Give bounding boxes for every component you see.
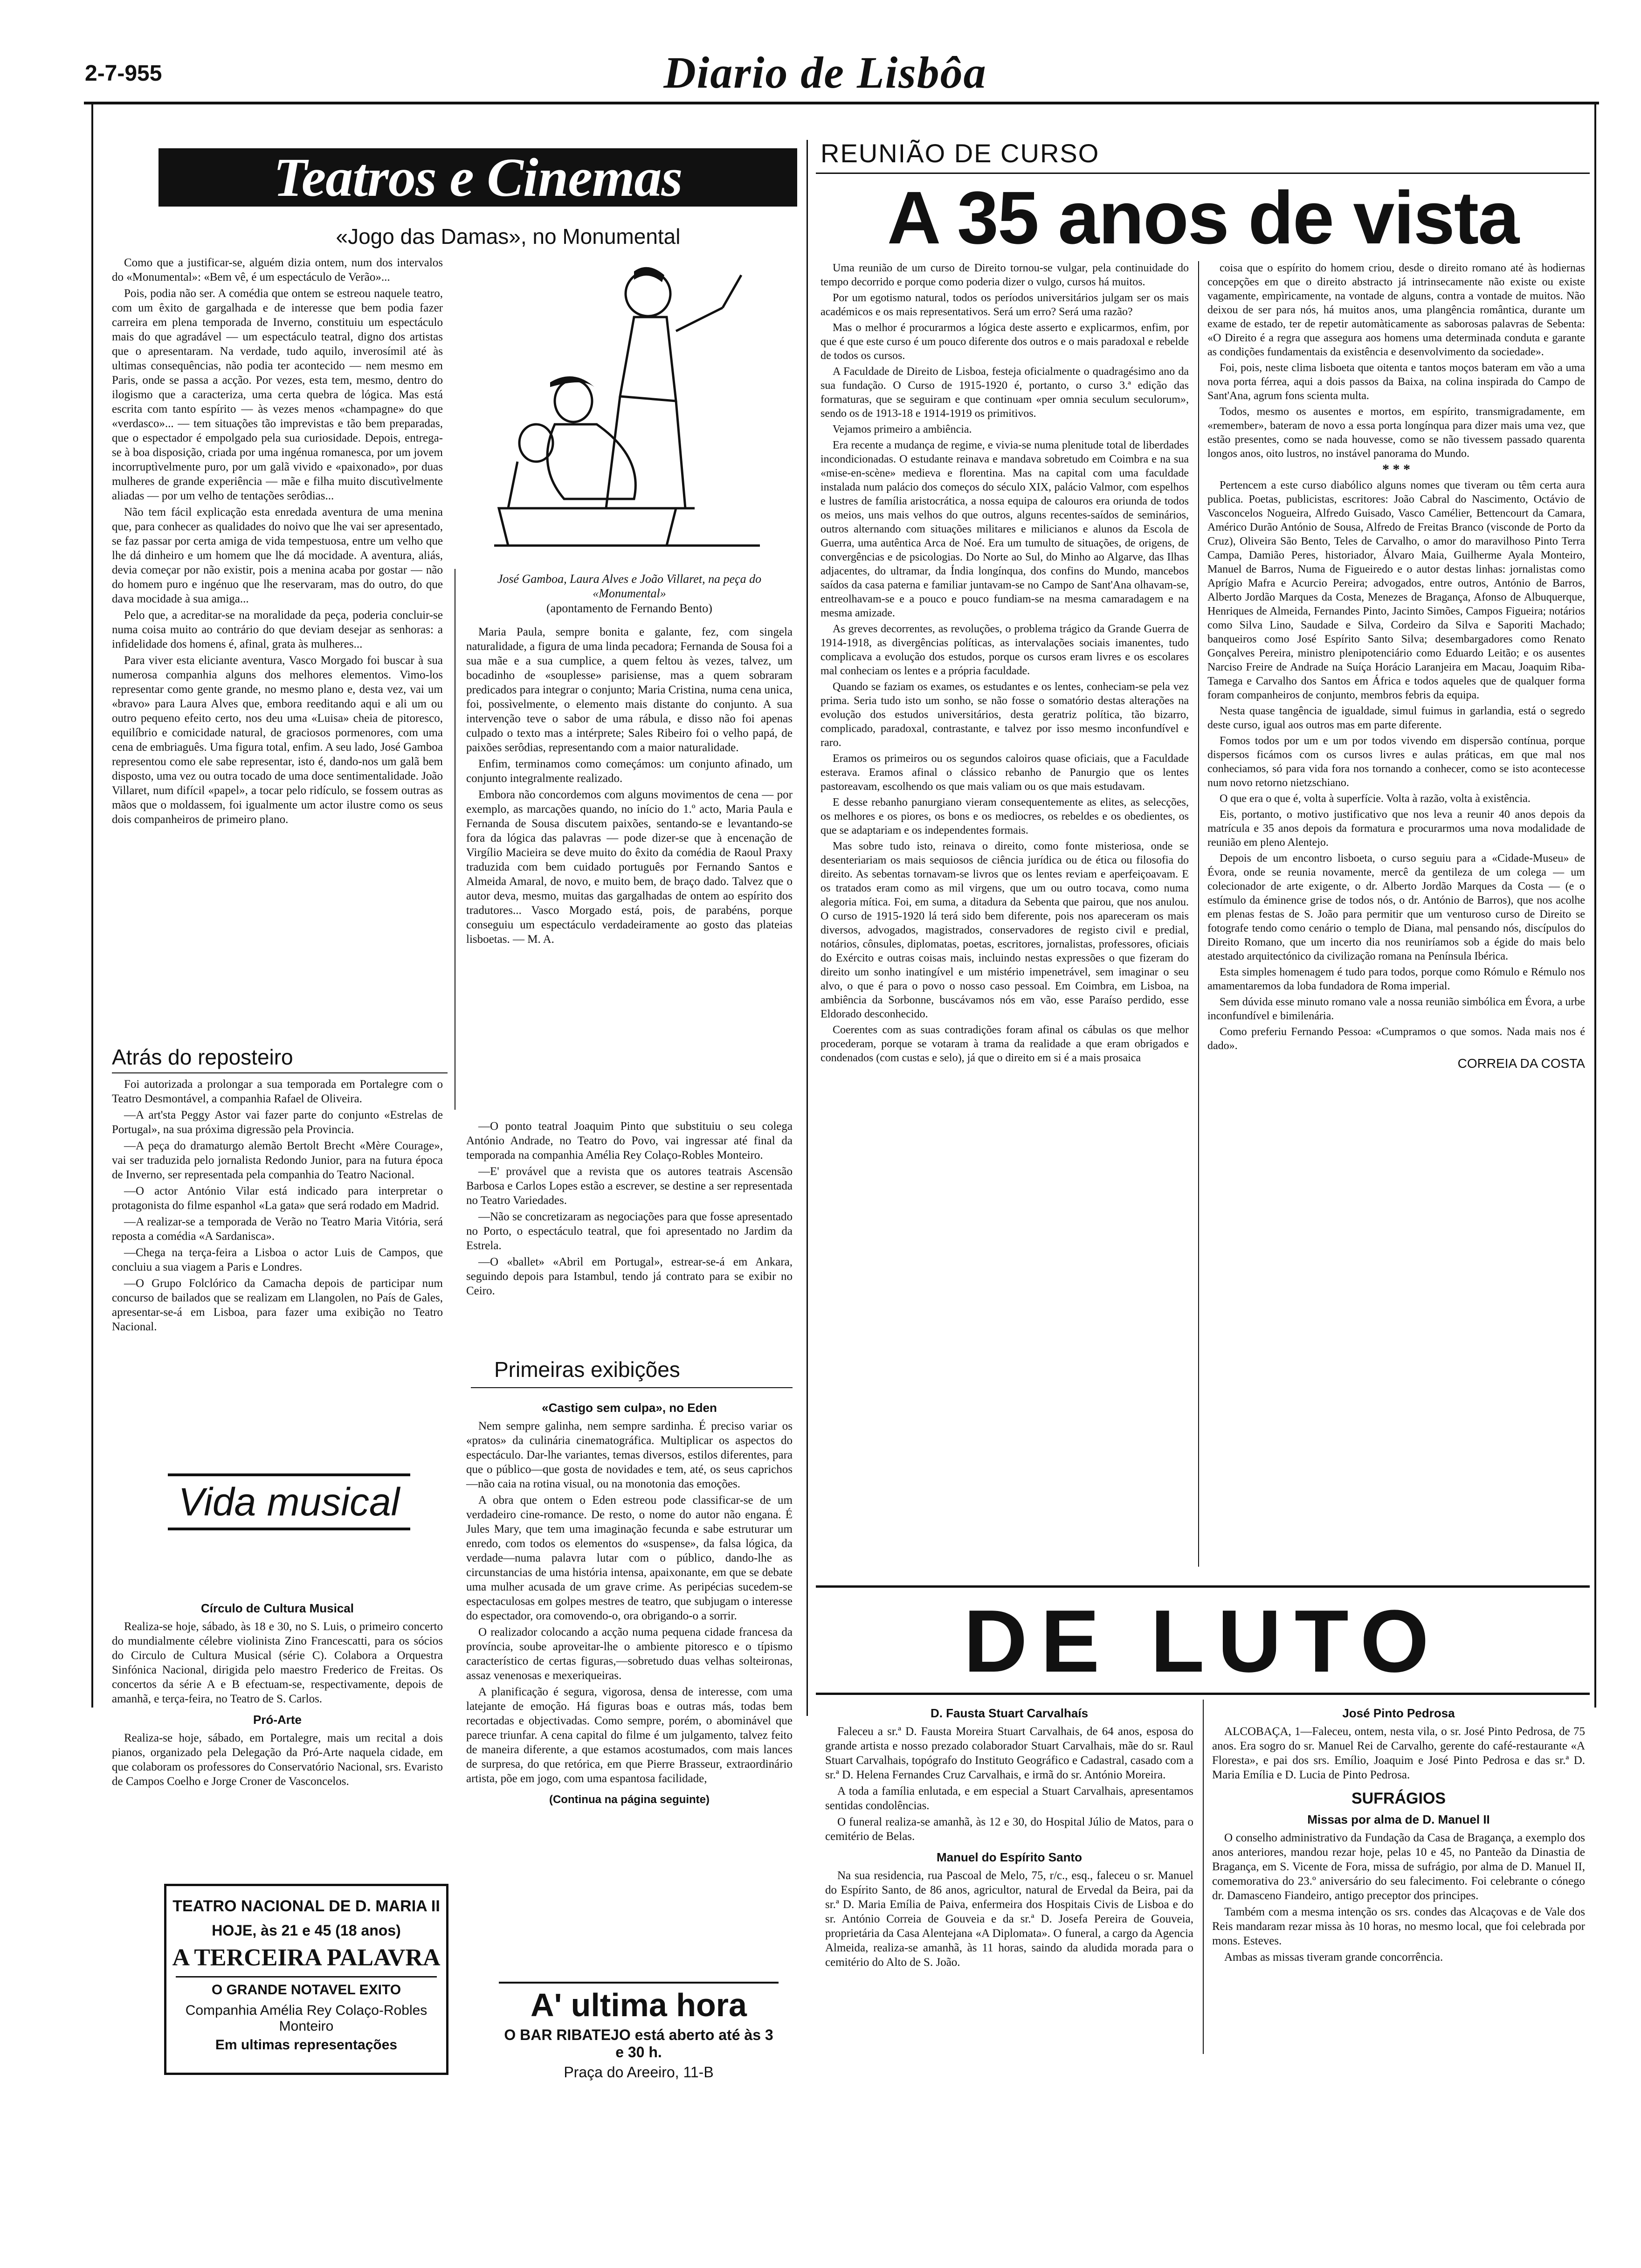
reunion-paragraph: Foi, pois, neste clima lisboeta que oitenta e tantos moços bateram em vão a uma nova porta férrea, aqui a dois passos da Baixa, na colina inspirada do Campo de Sant'Ana, agrum fons scienta multa. bbox=[1207, 362, 1585, 402]
music-title: Vida musical bbox=[168, 1473, 410, 1530]
reunion-paragraph: Era recente a mudança de regime, e vivia-se numa plenitude total de liberdades incondicionadas. O estudante reinava e mandava sobretudo em Coimbra e na sua «mise-en-scène» medieva e florentina. Mas na capital com uma faculdade instalada num palácio dos começos do século XIX, palácio Valmor, com espelhos e lustres de família aristocrática, a nossa equipa de calouros era oriunda de todos os meios, uns mais velhos do que outros, alguns recentes-saídos de seminários, outros alternando com situações militares e milicianos e alunos da Escola de Guerra, uma autêntica Arca de Noé. Era um tumulto de situações, de origens, de convergências e de psicologias. Do Norte ao Sul, do Minho ao Algarve, das Ilhas adjacentes, do ultramar, da Índia longínqua, dos confins do Mundo, mancebos saídos da casa paterna e familiar juntavam-se no Campo de Sant'Ana olhavam-se, entreolhavam-se e a pouco e pouco fundiam-se na mesma camaradagem e na mesma amizade. bbox=[820, 439, 1189, 619]
reunion-author: CORREIA DA COSTA bbox=[1457, 1056, 1585, 1071]
reposteiro-item: —Não se concretizaram as negociações para que fosse apresentado no Porto, o espectáculo teatral, que foi apresentado no Jardim da Estrela. bbox=[466, 1210, 793, 1252]
music-section bbox=[112, 1595, 443, 1791]
mourning-column-1 bbox=[825, 1700, 1193, 1971]
review-paragraph: Embora não concordemos com alguns movimentos de cena — por exemplo, as marcações quando, no início do 1.º acto, Maria Paula e Fernanda de Sousa discutem paixões, sentando-se e levantando-se fora da lógica das palavras — pode dizer-se que à encenação de Virgílio Macieira se deve muito do êxito da comédia de Raoul Praxy traduzida com bem cuidado português por Fernando Santos e Almeida Amaral, de novo, e muito bem, de braço dado. Talvez que o autor deva, mesmo, muitas das gargalhadas de ontem ao espírito dos tradutores... Vasco Morgado está, pois, de parabéns, porque conseguiu um espectáculo verdadeiramente ao gosto das plateias lisboetas. — M. A. bbox=[466, 788, 793, 946]
reposteiro-item: —Chega na terça-feira a Lisboa o actor Luis de Campos, que concluiu a sua viagem a Paris e Londres. bbox=[112, 1246, 443, 1273]
column-divider-main bbox=[807, 140, 808, 1716]
masthead-title: Diario de Lisbôa bbox=[663, 48, 987, 97]
reposteiro-item: —A art'sta Peggy Astor vai fazer parte do conjunto «Estrelas de Portugal», na sua próxima digressão pela Provincia. bbox=[112, 1109, 443, 1136]
reunion-paragraph: Fomos todos por um e um por todos vivendo em dispersão contínua, porque dispersos ficámos com os cursos livres e aulas práticas, em que mal nos conheciamos, só para vida fora nos tornando a conhecer, como se isto acontecesse num novo retorno nietzschiano. bbox=[1207, 735, 1585, 789]
reunion-paragraph: Todos, mesmo os ausentes e mortos, em espírito, transmigradamente, em «remember», bateram de novo a essa porta longínqua para dizer mais uma vez, que estão presentes, como se nada houvesse, como se não tivessem passado quarenta longos anos, oito lustros, no instável panorama do Mundo. bbox=[1207, 406, 1585, 460]
mourning-column-2 bbox=[1212, 1700, 1585, 1966]
premieres-paragraph: A planificação é segura, vigorosa, densa de interesse, com uma latejante de emoção. Há figuras boas e outras más, todas bem recortadas e objectivadas. Como sempre, porém, o abominável que parece triunfar. A cena capital do filme é um julgamento, talvez feito de maneira diferente, a que estamos acostumados, com mais lances de surpresa, do que retórica, em que Pierre Brasseur, extraordinário artista, põe em jogo, com uma espantosa facilidade, bbox=[466, 1686, 793, 1785]
reunion-paragraph: Coerentes com as suas contradições foram afinal os cábulas os que melhor procederam, porque se votaram à trama da realidade a que eram obrigados e condenados (com custas e selo), já que o direito em si é a mais prosaica bbox=[820, 1024, 1189, 1064]
reunion-paragraph: Pertencem a este curso diabólico alguns nomes que tiveram ou têm certa aura publica. Poetas, publicistas, escritores: João Cabral do Nascimento, Octávio de Vasconcelos Nogueira, Alfredo Guisado, Vasco Camélier, Bettencourt da Camara, Américo Durão António de Sousa, Alfredo de Freitas Branco (visconde de Porto da Cruz), Oliveira São Bento, Teles de Carvalho, o amor do maravilhoso Pinto Terra Campa, Damião Peres, historiador, Álvaro Maia, Guilherme Ayala Monteiro, Manuel de Barros, Numa de Figueiredo e o autor destas linhas: jornalistas como Aprígio Mafra e Acurcio Pereira; advogados, entre outros, António de Barros, Alberto Jordão Marques da Costa, Menezes de Bragança, Afonso de Albuquerque, Henriques de Almeida, Fernandes Pinto, Jacinto Simões, Campos Figueira; notários como Silva Lino, Saudade e Silva, Cordeiro da Silva e Saporiti Machado; banqueiros como José Espírito Santo Silva; desembargadores como Renato Gonçalves Pereira, ministro plenipotenciário como Eduardo Leitão; e os ausentes Narciso Freire de Andrade na Suíça Horácio Laranjeira em Macau, Joaquim Riba-Tamega e Carvalho dos Santos em África e todos aqueles que de qualquer forma foram companheiros de conjunto, membros febris da equipa. bbox=[1207, 479, 1585, 701]
music-subhead: Pró-Arte bbox=[253, 1713, 302, 1727]
music-paragraph: Realiza-se hoje, sábado, às 18 e 30, no S. Luis, o primeiro concerto do mundialmente célebre violinista Zino Francescatti, para os sócios do Circulo de Cultura Musical (série C). Colabora a Orquestra Sinfónica Nacional, dirigida pelo maestro Frederico de Freitas. Os concertos da série A e B efectuam-se, respectivamente, depois de amanhã, e terça-feira, no Teatro de S. Carlos. bbox=[112, 1620, 443, 1705]
reposteiro-item: —O Grupo Folclórico da Camacha depois de participar num concurso de bailados que se realizam em Llangolen, no País de Gales, apresentar-se-á em Lisboa, para fazer uma exibição no Teatro Nacional. bbox=[112, 1277, 443, 1333]
ad-divider bbox=[176, 1976, 437, 1978]
ultima-hora-ad bbox=[499, 1982, 779, 2081]
obituary-name: José Pinto Pedrosa bbox=[1342, 1706, 1455, 1720]
theatre-banner-text: Teatros e Cinemas bbox=[273, 148, 683, 207]
reposteiro-item: Foi autorizada a prolongar a sua temporada em Portalegre com o Teatro Desmontável, a companhia Rafael de Oliveira. bbox=[112, 1078, 443, 1105]
obituary-name: Manuel do Espírito Santo bbox=[936, 1850, 1082, 1864]
obituary-text: O funeral realiza-se amanhã, às 12 e 30, do Hospital Júlio de Matos, para o cemitério de Belas. bbox=[825, 1816, 1193, 1843]
reunion-paragraph: Como preferiu Fernando Pessoa: «Cumpramos o que somos. Nada mais nos é dado». bbox=[1207, 1026, 1585, 1052]
ultima-hora-address: Praça do Areeiro, 11-B bbox=[564, 2064, 714, 2081]
music-paragraph: Realiza-se hoje, sábado, em Portalegre, mais um recital a dois pianos, organizado pela Delegação da Pró-Arte naquela cidade, em que colaboram os professores do Conservatório Nacional, srs. Evaristo de Campos Coelho e Jorge Croner de Vasconcelos. bbox=[112, 1732, 443, 1788]
review-column-2 bbox=[466, 625, 793, 948]
review-paragraph: Para viver esta eliciante aventura, Vasco Morgado foi buscar à sua numerosa companhia alguns dos melhores elementos. Vimo-los representar como gente grande, no mesmo plano e, desta vez, vai um «bravo» para Laura Alves que, embora reeditando aqui e ali um ou outro pequeno efeito certo, nos deu uma «Luisa» cheia de pitoresco, equilíbrio e comicidade natural, de graciosos pormenores, com uma cena de embriaguês. Uma figura total, enfim. A seu lado, José Gamboa representou como ele sabe representar, isto é, dando-nos um galã bem disposto, uma vez ou outra tocado de uma doce sentimentalidade. João Villaret, num difícil «papel», a tocar pelo ridículo, se fossem outras as mãos que o moldassem, foi igualmente um actor ilustre como os seus dois companheiros de primeiro plano. bbox=[112, 654, 443, 826]
ad-theatre-name: TEATRO NACIONAL DE D. MARIA II bbox=[172, 1897, 440, 1915]
photo-credit: (apontamento de Fernando Bento) bbox=[546, 602, 712, 615]
reunion-paragraph: Esta simples homenagem é tudo para todos, porque como Rómulo e Rémulo nos amamentaremos da loba fundadora de Roma imperial. bbox=[1207, 966, 1585, 992]
theatre-sketch-illustration bbox=[480, 247, 779, 564]
reposteiro-item: —E' provável que a revista que os autores teatrais Ascensão Barbosa e Carlos Lopes estão a escrever, se destine a ser representada no Teatro Variedades. bbox=[466, 1165, 793, 1207]
reunion-paragraph: Quando se faziam os exames, os estudantes e os lentes, conheciam-se pela vez prima. Seria tudo isto um sonho, se não fosse o somatório destas alterações na evolução dos estudos universitários, desta geratriz política, tão bizarro, complicado, paradoxal, contrastante, e talvez por isso mesmo inconfundível e raro. bbox=[820, 681, 1189, 749]
ad-showtime: HOJE, às 21 e 45 (18 anos) bbox=[212, 1922, 401, 1939]
review-paragraph: Pois, podia não ser. A comédia que ontem se estreou naquele teatro, com um êxito de gargalhada e de interesse que bem podia fazer carreira em plena temporada de Inverno, constituiu um espectáculo mais do que agradável — um espectáculo teatral, digno dos artistas que o apresentaram. Na verdade, tudo aquilo, inverosímil até às ultimas consequências, não podia ter acontecido — nem mesmo em Paris, onde se passa a acção. Por vezes, esta tem, mesmo, dentro do ilogismo que a caracteriza, uma certa quebra de lógica. Mas está escrita com tanto espírito — às vezes menos «champagne» do que «verdasco»... — tem situações tão imprevistas e tão bem preparadas, que o espectador é empolgado pela sua curiosidade. Depois, entrega-se à boa disposição, criada por uma ingénua romanesca, por um jovem incorruptìvelmente puro, por um galã vivido e «paixonado», por duas mulheres de grande experiência — mãe e filha muito discutìvelmente aliadas — por um velho de tentações serôdias... bbox=[112, 287, 443, 502]
reunion-title: A 35 anos de vista bbox=[887, 176, 1519, 259]
obituary-text: Na sua residencia, rua Pascoal de Melo, 75, r/c., esq., faleceu o sr. Manuel do Espírito Santo, de 86 anos, agricultor, natural de Ervedal da Beira, pai da sr.ª D. Maria Emília de Paiva, enfermeira dos Hospitais Civis de Lisboa e do sr. António Correia de Gouveia e da sr.ª D. Josefa Pereira de Gouveia, proprietária da Casa Alentejana «A Diplomata». O funeral, a cargo da Agencia Almeida, realiza-se amanhã, às 11 horas, saindo da aludida morada para o cemitério do Alto de S. João. bbox=[825, 1869, 1193, 1969]
review-paragraph: Pelo que, a acreditar-se na moralidade da peça, poderia concluir-se numa coisa muito ao contrário do que deviam desejar as senhoras: a infidelidade dos homens é, afinal, grata às mulheres... bbox=[112, 609, 443, 650]
mourning-bottom-rule bbox=[816, 1693, 1590, 1695]
reposteiro-title: Atrás do reposteiro bbox=[112, 1045, 293, 1069]
theatre-banner bbox=[159, 148, 797, 207]
review-paragraph: Maria Paula, sempre bonita e galante, fez, com singela naturalidade, a figura de uma linda pecadora; Fernanda de Sousa foi a sua mãe e a sua cumplice, a quem feltou às vezes, talvez, um bocadinho de «souplesse» parisiense, mas a quem sobraram predicados para integrar o conjunto; Maria Cristina, numa cena unica, foi, possìvelmente, o elemento mais distante do conjunto. A sua intervenção teve o sabor de uma rábula, e disso não foi apenas culpado o texto mas a intérprete; Sales Ribeiro foi o velho papá, de paixões serôdias, representando com a maior naturalidade. bbox=[466, 626, 793, 754]
reposteiro-column-1 bbox=[112, 1077, 443, 1336]
ad-tagline: O GRANDE NOTAVEL EXITO bbox=[211, 1982, 401, 1998]
masthead-date: 2-7-955 bbox=[85, 61, 162, 86]
ultima-hora-title: A' ultima hora bbox=[531, 1987, 747, 2023]
premieres-section bbox=[466, 1394, 793, 1811]
theatre-ad-box bbox=[164, 1884, 448, 2075]
premieres-paragraph: Nem sempre galinha, nem sempre sardinha. É preciso variar os «pratos» da culinária cinematográfica. Multiplicar os aspectos do espectáculo. Dar-lhe variantes, temas diversos, estilos diferentes, para que o público—que gosta de novidades e tem, até, os seus caprichos—não caia na rotina visual, ou na monotonia das emoções. bbox=[466, 1420, 793, 1490]
reposteiro-item: —A peça do dramaturgo alemão Bertolt Brecht «Mère Courage», vai ser traduzida pelo jornalista Redondo Junior, para na futura época de Inverno, ser representada pela companhia do Teatro Nacional. bbox=[112, 1140, 443, 1181]
reunion-paragraph: As greves decorrentes, as revoluções, o problema trágico da Grande Guerra de 1914-1918, as divergências políticas, as intervalações sociais imanentes, tudo complicava a evolução dos estudos, porque os cursos eram livres e os escolares mal conheciam os lentes e a própria faculdade. bbox=[820, 623, 1189, 677]
reunion-paragraph: Eis, portanto, o motivo justificativo que nos leva a reunir 40 anos depois da matrícula e 35 anos depois da formatura e procurarmos uma nova modalidade de reunião em pleno Alentejo. bbox=[1207, 809, 1585, 849]
reunion-paragraph: Vejamos primeiro a ambiência. bbox=[833, 423, 972, 436]
ad-company: Companhia Amélia Rey Colaço-Robles Monteiro bbox=[185, 2003, 427, 2034]
reunion-kicker-rule bbox=[816, 173, 1590, 174]
masthead-rule bbox=[84, 102, 1599, 104]
review-title: «Jogo das Damas», no Monumental bbox=[336, 224, 681, 249]
reunion-column-2 bbox=[1207, 261, 1585, 1072]
premieres-title: Primeiras exibições bbox=[494, 1357, 680, 1382]
obituary-text: A toda a família enlutada, e em especial a Stuart Carvalhais, apresentamos sentidas condolências. bbox=[825, 1785, 1193, 1812]
reunion-paragraph: E desse rebanho panurgiano vieram consequentemente as elites, as selecções, os melhores e os piores, os bons e os mediocres, os rebeldes e os obedientes, os que se adaptariam e os independentes formais. bbox=[820, 796, 1189, 837]
ultima-hora-bar: O BAR RIBATEJO está aberto até às 3 e 30 h. bbox=[504, 2026, 773, 2061]
reunion-column-1 bbox=[820, 261, 1189, 1067]
obituary-text: ALCOBAÇA, 1—Faleceu, ontem, nesta vila, o sr. José Pinto Pedrosa, de 75 anos. Era sogro do sr. Manuel Rei de Carvalho, gerente do café-restaurante «A Floresta», e pai dos srs. Emílio, Joaquim e José Pinto Pedrosa e das sr.ª D. Maria Emília e D. Lucia de Pinto Pedrosa. bbox=[1212, 1725, 1585, 1781]
review-paragraph: Enfim, terminamos como começámos: um conjunto afinado, um conjunto integralmente realizado. bbox=[466, 758, 793, 785]
premieres-underline bbox=[471, 1387, 793, 1388]
reposteiro-item: —A realizar-se a temporada de Verão no Teatro Maria Vitória, será reposta a comédia «A Sardanisca». bbox=[112, 1216, 443, 1243]
reunion-paragraph: Mas sobre tudo isto, reinava o direito, como fonte misteriosa, onde se desenteriariam os mais sequiosos de ciência jurídica ou de ética ou filosofia do direito. As sebentas tornavam-se livros que os lentes reviam e aperfeiçoavam. E os tratados eram como as mil virgens, que um ou outro tocava, como numa alegoria mítica. Foi, em suma, a ditadura da Sebenta que pairou, que nos anulou. O curso de 1915-1920 lá terá sido bem diferente, pois nos apareceram os mais diversos, advogados, magistrados, conservadores de registo civil e predial, notários, cônsules, diplomatas, poetas, escritores, jornalistas, professores, oficiais do Exército e outras coisas mais, incluindo nestas expressões o que fizeram do direito um sonho inatingível e um mistério impenetrável, sem imaginar o seu alvo, o que é para o povo o nosso caso pessoal. Em Coimbra, em Lisboa, na ambiência da Sorbonne, buscávamos nós em vão, esse Paraíso perdido, esse Eldorado desconhecido. bbox=[820, 840, 1189, 1020]
premieres-paragraph: O realizador colocando a acção numa pequena cidade francesa da província, soube aproveitar-lhe o ambiente pitoresco e o típismo característico de certas figuras,—sobretudo duas velhas solteironas, assaz venenosas e mexeriqueiras. bbox=[466, 1626, 793, 1682]
mourning-top-rule bbox=[816, 1585, 1590, 1588]
illustration bbox=[480, 247, 779, 564]
suffrages-text: O conselho administrativo da Fundação da Casa de Bragança, a exemplo dos anos anteriores, mandou rezar hoje, pelas 10 e 45, no Panteão da Dinastia de Bragança, em S. Vicente de Fora, missa de sufrágio, por alma de D. Manuel II, comemorativa do 23.º aniversário do seu falecimento. Foi celebrante o cónego dr. Damasceno Fiandeiro, antigo preceptor dos principes. bbox=[1212, 1832, 1585, 1902]
suffrages-text: Também com a mesma intenção os srs. condes das Alcaçovas e de Vale dos Reis mandaram rezar missa às 10 horas, no mesmo local, que foi celebrada por mons. Esteves. bbox=[1212, 1906, 1585, 1947]
reunion-paragraph: coisa que o espírito do homem criou, desde o direito romano até às hodiernas concepções em que o direito abstracto já intrinsecamente não existe ou existe vagamente, empìricamente, na vontade de alguns, contra a vontade de muitos. Não deixou de ser para nós, há muitos anos, uma plangência romântica, durante um exame de estado, ter de repetir automàticamente as saborosas palavras de Sebenta: «O Direito é a regra que assegura aos homens uma determinada conduta e garante as condições fundamentais da existência e desenvolvimento da sociedade». bbox=[1207, 262, 1585, 358]
reposteiro-underline bbox=[112, 1072, 448, 1073]
review-paragraph: Não tem fácil explicação esta enredada aventura de uma menina que, para conhecer as qualidades do noivo que lhe vai ser apresentado, se faz passar por certa amiga de vida tempestuosa, entre um velho que lhe dá dinheiro e um homem que lhe dá mocidade. A aventura, aliás, devia começar por não existir, pois a menina acaba por gostar — não do homem puro e ingénuo que lhe reservaram, mas do outro, do que dava mocidade à sua amiga... bbox=[112, 506, 443, 605]
reposteiro-column-2 bbox=[466, 1119, 793, 1300]
ad-play-title: A TERCEIRA PALAVRA bbox=[172, 1944, 441, 1971]
suffrages-subtitle: Missas por alma de D. Manuel II bbox=[1307, 1812, 1490, 1826]
review-paragraph: Como que a justificar-se, alguém dizia ontem, num dos intervalos do «Monumental»: «Bem vê, é um espectáculo de Verão»... bbox=[112, 256, 443, 284]
frame-left bbox=[91, 104, 93, 1708]
photo-caption: José Gamboa, Laura Alves e João Villaret, na peça do «Monumental» bbox=[497, 572, 762, 600]
reunion-paragraph: Por um egotismo natural, todos os períodos universitários julgam ser os mais académicos e os mais representativos. Será um erro? Será uma razão? bbox=[820, 292, 1189, 318]
reunion-paragraph: Sem dúvida esse minuto romano vale a nossa reunião simbólica em Évora, a urbe inconfundível e bimilenária. bbox=[1207, 996, 1585, 1022]
reunion-paragraph: Depois de um encontro lisboeta, o curso seguiu para a «Cidade-Museu» de Évora, onde se reunia novamente, mercê da gentileza de um colega — um colecionador de arte exigente, o dr. Alberto Jordão Marques da Costa — (e o estímulo da éminence grise de todos nós, o dr. António de Barros), que nos acolhe em plenas festas de S. João para permitir que um venturoso curso de Direito se fotografe tendo como cenário o templo de Diana, mal pensando nós, discípulos do Direito Romano, que um incerto dia nos reuniríamos sob a égide do mais belo atestado arquitectónico da civilização romana na Península Ibérica. bbox=[1207, 852, 1585, 962]
obituary-name: D. Fausta Stuart Carvalhaís bbox=[930, 1706, 1089, 1720]
music-subhead: Círculo de Cultura Musical bbox=[201, 1601, 354, 1615]
mourning-column-divider bbox=[1203, 1700, 1204, 2054]
reunion-paragraph: Eramos os primeiros ou os segundos caloiros quase oficiais, que a Faculdade esterava. Eramos afinal o clássico rebanho de Panurgio que os lentes pastoreavam, escolhendo os que mais valiam ou os que mais estudavam. bbox=[820, 753, 1189, 793]
premieres-continued: (Continua na página seguinte) bbox=[549, 1793, 710, 1806]
suffrages-title: SUFRÁGIOS bbox=[1351, 1790, 1446, 1807]
reposteiro-item: —O ponto teatral Joaquim Pinto que substituiu o seu colega António Andrade, no Teatro do Povo, vai ingressar até final da temporada na companhia Amélia Rey Colaço-Robles Monteiro. bbox=[466, 1120, 793, 1162]
reunion-paragraph: Nesta quase tangência de igualdade, simul fuimus in garlandia, está o segredo deste curso, igual aos outros mas em parte diferente. bbox=[1207, 705, 1585, 731]
reunion-column-divider bbox=[1198, 261, 1199, 1567]
reunion-paragraph: Mas o melhor é procurarmos a lógica deste asserto e explicarmos, enfim, por que é que este curso é um pouco diferente dos outros e o mais paradoxal e rebelde de todos os cursos. bbox=[820, 322, 1189, 362]
reunion-kicker: REUNIÃO DE CURSO bbox=[820, 138, 1100, 168]
premieres-subtitle: «Castigo sem culpa», no Eden bbox=[542, 1401, 717, 1415]
reunion-paragraph: Uma reunião de um curso de Direito tornou-se vulgar, pela continuidade do tempo decorrido e porque como poderia dizer o vulgo, cursos há muitos. bbox=[820, 262, 1189, 288]
obituary-text: Faleceu a sr.ª D. Fausta Moreira Stuart Carvalhais, de 64 anos, esposa do grande artista e nosso prezado colaborador Stuart Carvalhais, mãe do sr. Raul Stuart Carvalhais, topógrafo do Instituto Geográfico e Cadastral, casado com a sr.ª D. Helena Fernandes Cruz Carvalhais, e irmã do sr. António Moreira. bbox=[825, 1725, 1193, 1781]
frame-right bbox=[1594, 104, 1596, 1708]
section-break-asterisks: * * * bbox=[1382, 462, 1410, 477]
mourning-title: DE LUTO bbox=[963, 1592, 1442, 1691]
suffrages-text: Ambas as missas tiveram grande concorrência. bbox=[1224, 1951, 1443, 1964]
reunion-paragraph: O que era o que é, volta à superfície. Volta à razão, volta à existência. bbox=[1220, 793, 1531, 805]
reunion-paragraph: A Faculdade de Direito de Lisboa, festeja oficialmente o quadragésimo ano da sua fundação. O Curso de 1915-1920 é, portanto, o curso 3.ª edição das formaturas, que se seguiram e que continuam «per omnia seculum seculorum», sendo os de 1913-18 e 1914-1919 os primitivos. bbox=[820, 366, 1189, 420]
premieres-paragraph: A obra que ontem o Eden estreou pode classificar-se de um verdadeiro cine-romance. De resto, o nome do autor não engana. É Jules Mary, que tem uma imaginação fecunda e sabe estruturar um enredo, com todos os elementos do «suspense», da falsa lógica, da verdade—numa palavra lutar com o público, dando-lhe as circunstancias de uma história intensa, apaixonante, em que se debate uma mulher acusada de um grave crime. As peripécias sucedem-se espectaculosas em golpes mestres de teatro, que subjugam o interesse do espectador, ora comovendo-o, ora obrigando-o a sorrir. bbox=[466, 1494, 793, 1622]
review-column-1 bbox=[112, 256, 443, 829]
ad-last-shows: Em ultimas representações bbox=[215, 2037, 398, 2053]
reposteiro-item: —O «ballet» «Abril em Portugal», estrear-se-á em Ankara, seguindo depois para Istambul, tendo já contrato para se exibir no Ceiro. bbox=[466, 1256, 793, 1297]
reposteiro-item: —O actor António Vilar está indicado para interpretar o protagonista do filme espanhol «La gata» que será rodado em Madrid. bbox=[112, 1185, 443, 1212]
